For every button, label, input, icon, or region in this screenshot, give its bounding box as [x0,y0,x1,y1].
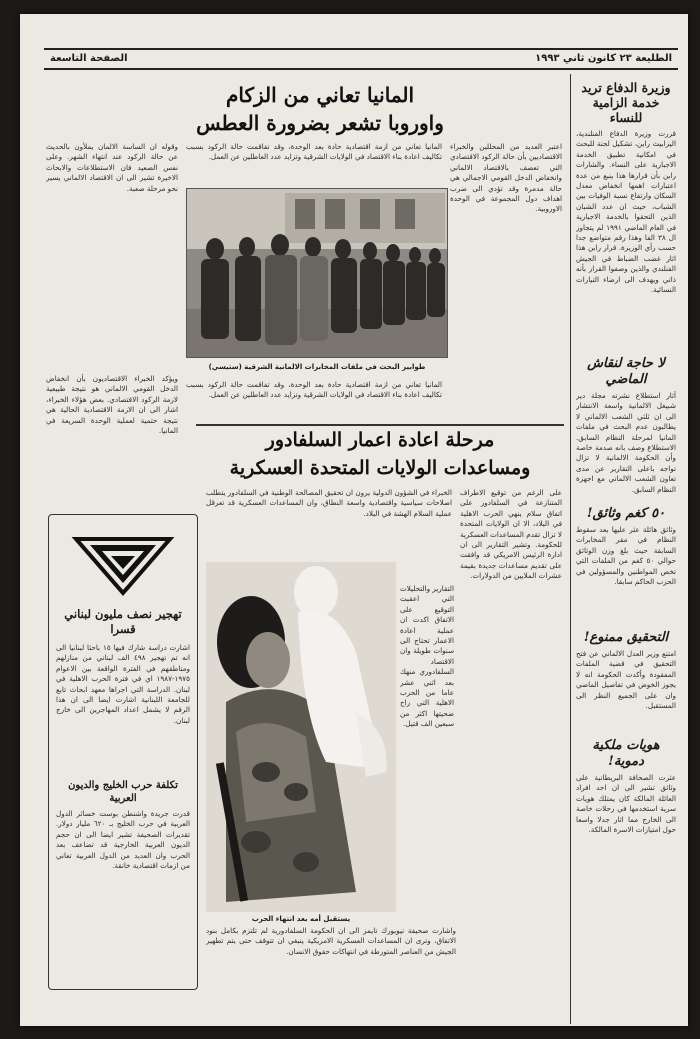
subhead-royal-ids: هويات ملكية دموية! [592,738,660,769]
germany-text-col: المانيا تعاني من ازمة اقتصادية حادة بعد الوحدة، وقد تفاقمت حالة الركود بسبب تكاليف اعادة بناء الاقتصاد في الولايات الشرقية وتزايد عدد العاطلين عن العمل. [186,380,442,400]
germany-text-col: وقوله ان الساسة الالمان يملأون بالحديث عن حالة الركود عند انتهاء الشهر. وعلى نفس الصعيد فان الاستطلاعات والابحاث الاخيرة تشير الى ان الاقتصاد الالماني يسير نحو مرحلة صعبة. [46,142,178,193]
right-column-text: قررت وزيرة الدفاع الفنلندية، اليزابيث رابن، تشكيل لجنة للبحث في امكانية تطبيق الخدمة الاجبارية على النساء. والشارات رابن بأن قرارها هذا ينبع من عدة اعتبارات اهمها انخفاض معدل السكان وارتفاع نسبة الوفيات بين الشباب، حيث ان عدد الشبان الذين التحقوا بالخدمة الاجبارية في العام الماضي ١٩٩١ لم يتجاوز ال ٣٨ الفا وهذا رقم متواضع جدا حسب رأي الوزيرة. قرار رابن هذا اثار غضب الضباط في الجيش الفنلندي والذين وصفوا القرار بأنه ذاتي ويهدف الى ارضاء التيارات النسائية. [576,129,676,295]
salvador-text-col: واشارت صحيفة نيويورك تايمز الى ان الحكومة السلفادورية لم تلتزم بكامل بنود الاتفاق، وترى ان المساعدات العسكرية الامريكية ينبغي ان تتوقف حتى يتم تطهير الجيش من العناصر المتورطة في انتهاكات حقوق الانسان. [206,926,456,956]
chevron-emblem-icon [56,531,190,601]
newspaper-page [20,14,688,1026]
right-column-title: وزيرة الدفاع تريد خدمة الزامية للنساء [581,80,671,125]
subhead-documents: ٥٠ كغم وثائق! [586,506,666,521]
page-masthead [44,48,678,70]
subhead-investigation: التحقيق ممنوع! [583,630,669,645]
subhead-past: لا حاجة لنقاش الماضي [587,356,665,387]
right-column-text: عثرت الصحافة البريطانية على وثائق تشير الى ان احد افراد العائلة المالكة كان يمتلك هويات سرية استخدمها في رحلات خاصة الى الخارج مما اثار جدلا واسعا حول امتيازات الاسرة المالكة. [576,773,676,835]
right-column-text: وثائق هائلة عثر عليها بعد سقوط النظام في مقر المخابرات السابقة حيث بلغ وزن الوثائق حوالي ٥٠ كغم من الملفات التي تخص المواطنين والمسؤولين في الحزب الحاكم سابقا. [576,525,676,587]
column-divider [570,74,571,1024]
gulf-war-text: قدرت جريدة واشنطن بوست خسائر الدول العربية في حرب الخليج بـ ٦٢٠ مليار دولار. تقديرات الصحيفة تشير ايضا الى ان حجم الديون العربية الخارجية قد تضاعف بعد الحرب وان العديد من الدول العربية تعاني من ازمات اقتصادية خانقة. [56,809,190,871]
right-column-text: امتنع وزير العدل الالماني عن فتح التحقيق في قضية الملفات المفقودة وأكدت الحكومة انه لا يجوز الخوض في تفاصيل الماضي وان على الجميع النظر الى المستقبل. [576,649,676,711]
lebanon-box [48,514,198,990]
section-label: الصفحة التاسعة [50,53,128,64]
salvador-text-col: التقارير والتحليلات التي اعقبت التوقيع على الاتفاق اكدت ان عملية اعادة الاعمار تحتاج الى سنوات طويلة وان الاقتصاد السلفادوري منهك بعد اثني عشر عاما من الحرب الاهلية التي راح ضحيتها اكثر من سبعين الف قتيل. [400,584,454,729]
germany-text-col: المانيا تعاني من ازمة اقتصادية حادة بعد الوحدة، وقد تفاقمت حالة الركود بسبب تكاليف اعادة بناء الاقتصاد في الولايات الشرقية وتزايد عدد العاطلين عن العمل. [186,142,442,162]
germany-headline-1: المانيا تعاني من الزكام [225,83,415,107]
lebanon-box-text: اشارت دراسة شارك فيها ١٥ باحثا لبنانيا الى انه تم تهجير ٤٩٨ الف لبناني من منازلهم ومناطقهم في الفترة الواقعة بين الاعوام ١٩٧٥-١٩٨٧ اي في فترة الحرب الاهلية في لبنان. الدراسة التي اجراها معهد ابحاث تابع للجامعة اللبنانية اشارت ايضا الى ان هذا الرقم لا يشمل اعداد المهاجرين الى خارج لبنان. [56,643,190,725]
germany-text-col: اعتبر العديد من المحللين والخبراء الاقتصاديين بأن حالة الركود الاقتصادي التي تعصف بالاقتصاد الالماني وانخفاض الدخل القومي الاجمالي هي حالة مدمرة وقد تؤدي الى ضرب اهداف دول المجموعة في الوحدة الاوروبية. [450,142,562,214]
salvador-headline-1: مرحلة اعادة اعمار السلفادور [265,429,495,451]
lebanon-box-title: تهجير نصف مليون لبناني قسرا [64,607,182,636]
germany-photo-caption: طوابير البحث في ملفات المخابرات الالمانية الشرقية (ستيسي) [208,363,426,371]
germany-headline-2: واوروبا تشعر بضرورة العطس [196,111,444,135]
right-column-text: أثار استطلاع نشرته مجلة دير شبيغل الالمانية واسعة الانتشار الى ان ثلثي الشعب الالماني لا يطالبون عدم البحث في ملفات المانيا لمرحلة النظام السابق. الاستطلاع وصف بانه صدمة خاصة وأن الحكومة الالمانية لا تزال تواجه باعلى التقارير عن مدى تعاون الشعب الالماني مع اجهزة النظام السابق. [576,391,676,494]
edition-date: الطليعة ٢٣ كانون ثاني ١٩٩٣ [535,53,672,64]
queue-illustration [186,189,447,358]
salvador-headline-2: ومساعدات الولايات المتحدة العسكرية [229,457,531,479]
germany-text-col: ويؤكد الخبراء الاقتصاديون بأن انخفاض الدخل القومي الالماني هو نتيجة طبيعية لازمة الركود الاقتصادي. بعض هؤلاء الخبراء، اشار الى ان الازمة الاقتصادية الحالية هي نتيجة حتمية لعملية الوحدة السريعة في المانيا. [46,374,178,436]
article-divider [196,424,564,426]
right-column [576,80,676,1018]
salvador-photo-caption: يستقبل أمه بعد انتهاء الحرب [251,915,351,923]
germany-queue-photo [186,188,448,358]
salvador-text-col: الخبراء في الشؤون الدولية يرون ان تحقيق المصالحة الوطنية في السلفادور يتطلب اصلاحات سياسية واقتصادية واسعة النطاق، وان المساعدات العسكرية قد تعرقل عملية السلام الهشة في البلاد. [206,488,452,518]
gulf-war-subhead: تكلفة حرب الخليج والديون العربية [68,780,178,804]
soldier-mother-illustration [206,562,396,912]
salvador-text-col: على الرغم من توقيع الاطراف المتنازعة في السلفادور على اتفاق سلام ينهي الحرب الاهلية في البلاد، الا ان الولايات المتحدة لا تزال تقدم المساعدات العسكرية للحكومة. وتشير التقارير الى ان ادارة الرئيس الامريكي قد وافقت على تقديم مساعدات جديدة بقيمة عشرات الملايين من الدولارات. [460,488,562,581]
salvador-photo [206,562,396,912]
